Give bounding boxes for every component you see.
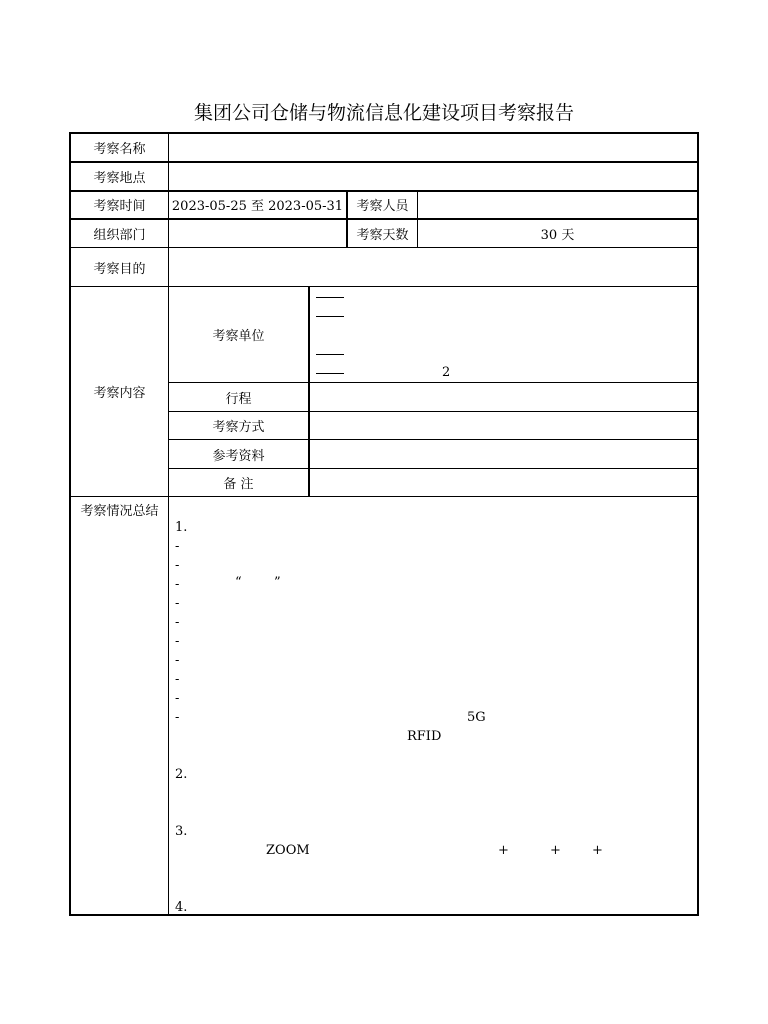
tech-5g-text: 5G (467, 710, 486, 725)
unit-count-value: 2 (442, 365, 451, 380)
reference-material-label: 参考资料 (212, 448, 265, 464)
inspection-time-value: 2023-05-25 至 2023-05-31 (171, 199, 344, 214)
report-table (69, 132, 699, 916)
bullet-dash: - (175, 615, 180, 630)
inspected-unit-label: 考察单位 (212, 329, 265, 344)
close-quote: ” (274, 575, 281, 590)
bullet-dash: - (175, 634, 180, 649)
summary-label: 考察情况总结 (80, 503, 159, 519)
inspection-purpose-label: 考察目的 (93, 261, 146, 277)
zoom-text: ZOOM (266, 843, 310, 858)
bullet-dash: - (175, 691, 180, 706)
plus-sign: + (498, 843, 509, 858)
bullet-dash: - (175, 539, 180, 554)
inspection-method-label: 考察方式 (212, 420, 265, 435)
inspection-name-label: 考察名称 (93, 142, 146, 157)
bullet-dash: - (175, 653, 180, 668)
bullet-dash: - (175, 558, 180, 573)
inspection-content-label: 考察内容 (93, 386, 146, 401)
remarks-label: 备 注 (223, 477, 254, 492)
tech-rfid-text: RFID (407, 729, 442, 744)
inspection-days-value: 30 天 (540, 228, 575, 243)
itinerary-label: 行程 (225, 391, 252, 407)
blank-line (316, 316, 344, 317)
bullet-dash: - (175, 577, 180, 592)
row-divider (71, 496, 697, 497)
bullet-dash: - (175, 710, 180, 725)
organizing-dept-label: 组织部门 (93, 228, 146, 243)
inspection-location-label: 考察地点 (93, 170, 146, 186)
plus-sign: + (550, 843, 561, 858)
open-quote: “ (235, 575, 242, 590)
page-title: 集团公司仓储与物流信息化建设项目考察报告 (193, 102, 574, 124)
bullet-dash: - (175, 672, 180, 687)
blank-line (316, 373, 344, 374)
inspection-time-label: 考察时间 (93, 199, 146, 214)
paragraph-4-number: 4. (175, 900, 188, 915)
paragraph-1-number: 1. (175, 520, 188, 535)
inspection-days-label: 考察天数 (356, 228, 409, 243)
inspection-staff-label: 考察人员 (356, 199, 409, 214)
blank-line (316, 354, 344, 355)
column-divider (308, 286, 310, 497)
blank-line (316, 297, 344, 298)
plus-sign: + (592, 843, 603, 858)
bullet-dash: - (175, 596, 180, 611)
paragraph-3-number: 3. (175, 824, 188, 839)
paragraph-2-number: 2. (175, 767, 188, 782)
column-divider (168, 134, 169, 914)
